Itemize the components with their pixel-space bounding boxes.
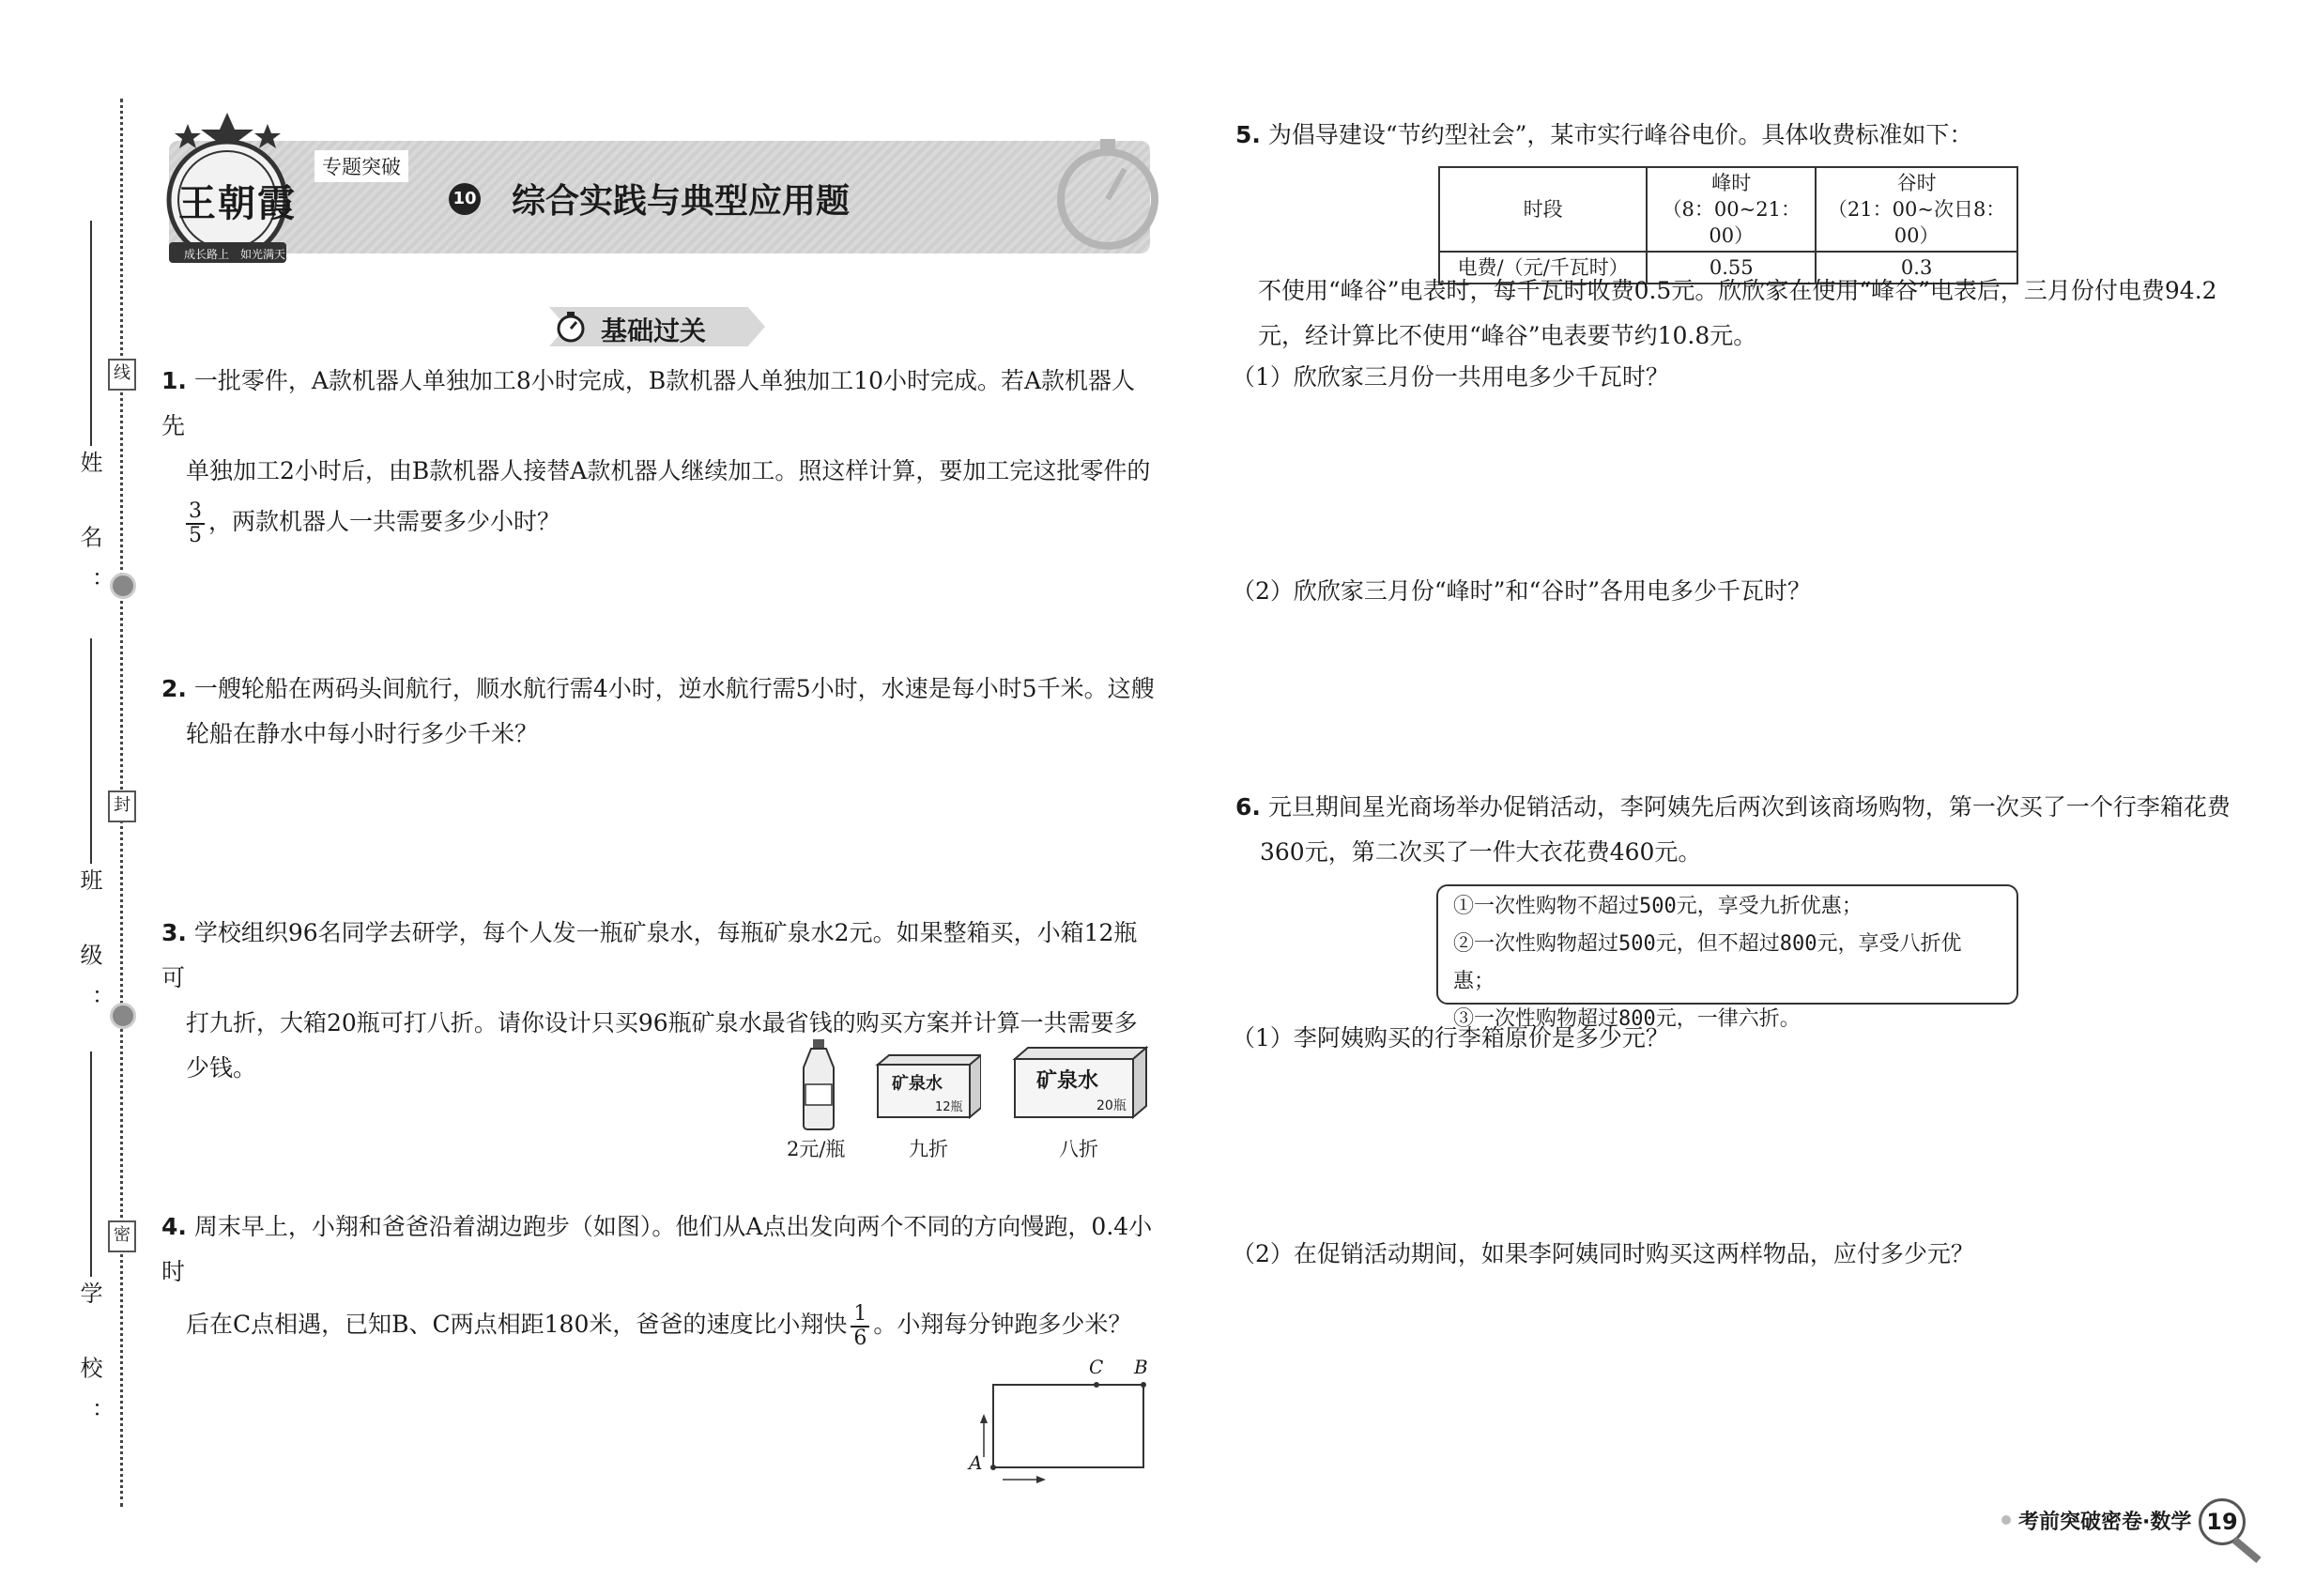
promo-rule: ②一次性购物超过500元，但不超过800元，享受八折优惠； [1453,932,1962,993]
binding-circle-mark [110,1003,136,1029]
question-number: 1. [161,367,187,394]
big-box-label: 矿泉水 [1036,1069,1099,1093]
point-b-label: B [1134,1356,1148,1378]
question-text: 少钱。 [186,1054,257,1082]
question-text: 一艘轮船在两码头间航行，顺水航行需4小时，逆水航行需5小时，水速是每小时5千米。这艘 [193,675,1155,702]
question-4 [161,1205,1157,1350]
name-blank-line [90,221,92,446]
point-a-label: A [969,1451,983,1474]
promo-rule: ③一次性购物超过800元，一律六折。 [1453,1007,1801,1031]
question-text: 元，经计算比不使用“峰谷”电表要节约10.8元。 [1258,322,1757,349]
small-box-count: 12瓶 [935,1100,963,1114]
question-text: 一批零件，A款机器人单独加工8小时完成，B款机器人单独加工10小时完成。若A款机器人先 [161,367,1136,439]
sub-question: （1）欣欣家三月份一共用电多少千瓦时？ [1232,363,1669,391]
section-title: 基础过关 [601,315,707,346]
small-box-caption: 九折 [909,1138,948,1160]
question-text: 不使用“峰谷”电表时，每千瓦时收费0.5元。欣欣家在使用“峰谷”电表后，三月份付电费94.2 [1258,277,2217,304]
question-number: 3. [161,919,187,946]
question-number: 5. [1235,121,1261,148]
class-blank-line [90,638,92,864]
question-text: 后在C点相遇，已知B、C两点相距180米，爸爸的速度比小翔快 [186,1311,848,1338]
question-text: 学校组织96名同学去研学，每个人发一瓶矿泉水，每瓶矿泉水2元。如果整箱买，小箱12瓶可 [161,919,1138,991]
question-text: 为倡导建设“节约型社会”，某市实行峰谷电价。具体收费标准如下： [1267,121,1973,148]
magnifier-handle [2231,1537,2261,1563]
brand-name: 王朝霞 [178,181,297,225]
sub-question: （1）李阿姨购买的行李箱原价是多少元？ [1232,1024,1669,1051]
big-box-icon [1010,1053,1142,1119]
school-label: 学 校： [76,1281,102,1447]
table-header-cell: 谷时 （21：00~次日8：00） [1816,167,2017,252]
fraction: $\frac{1}{6}$ [851,1303,869,1350]
table-header-row [1439,167,2017,252]
table-cell: 电费/（元/千瓦时） [1439,252,1647,284]
table-cell: 0.3 [1816,252,2017,284]
page-number: 19 [2206,1509,2238,1535]
question-text: 周末早上，小翔和爸爸沿着湖边跑步（如图）。他们从A点出发向两个不同的方向慢跑，0.4小时 [161,1213,1153,1285]
point-c-label: C [1089,1356,1104,1378]
question-2 [161,667,1157,757]
big-box-caption: 八折 [1059,1138,1098,1160]
table-header-cell: 峰时 （8：00~21：00） [1647,167,1816,252]
table-cell: 0.55 [1647,252,1816,284]
question-text: 轮船在静水中每小时行多少千米？ [186,720,539,747]
binding-box-secret: 密 [108,1220,136,1252]
question-6 [1235,785,2231,875]
chapter-number: 10 [452,189,477,208]
chapter-number-badge [449,183,481,215]
question-number: 2. [161,675,187,702]
series-label: 专题突破 [314,150,408,182]
footer-dot [2001,1515,2011,1525]
small-box-label: 矿泉水 [892,1074,943,1094]
question-text: 360元，第二次买了一件大衣花费460元。 [1260,838,1702,866]
bottle-caption: 2元/瓶 [787,1138,846,1160]
fraction: $\frac{3}{5}$ [186,500,205,547]
binding-box-line: 线 [108,359,136,391]
question-5 [1235,113,2231,158]
brand-slogan-right: 如光满天 [240,248,286,261]
question-1 [161,359,1157,547]
small-box-icon [873,1061,976,1119]
big-box-count: 20瓶 [1096,1098,1127,1113]
promotion-rules-box [1436,884,2018,1031]
footer-title: 考前突破密卷·数学 [2018,1511,2192,1534]
question-text: 打九折，大箱20瓶可打八折。请你设计只买96瓶矿泉水最省钱的购买方案并计算一共需要多 [186,1009,1138,1036]
chapter-title: 综合实践与典型应用题 [512,182,851,221]
school-blank-line [90,1051,92,1277]
stopwatch-icon [1050,131,1162,253]
tariff-table [1438,166,2018,284]
question-number: 4. [161,1213,187,1240]
lake-path-diagram [958,1352,1164,1493]
name-label: 姓 名： [76,451,102,616]
class-label: 班 级： [76,868,102,1034]
stopwatch-icon [554,310,588,344]
question-number: 6. [1235,793,1261,821]
binding-box-seal: 封 [108,790,136,822]
promo-rule: ①一次性购物不超过500元，享受九折优惠； [1453,895,1863,918]
water-bottle-icon [800,1037,837,1131]
question-text: ，两款机器人一共需要多少小时？ [208,508,561,535]
question-text: 。小翔每分钟跑多少米？ [873,1311,1132,1338]
question-5-text [1258,269,2253,359]
binding-circle-mark [110,573,136,599]
question-text: 单独加工2小时后，由B款机器人接替A款机器人继续加工。照这样计算，要加工完这批零件的 [186,457,1151,484]
sub-question: （2）在促销活动期间，如果李阿姨同时购买这两样物品，应付多少元？ [1232,1240,1974,1267]
sub-question: （2）欣欣家三月份“峰时”和“谷时”各用电多少千瓦时？ [1232,577,1812,605]
question-text: 元旦期间星光商场举办促销活动，李阿姨先后两次到该商场购物，第一次买了一个行李箱花费 [1267,793,2231,821]
table-header-cell: 时段 [1439,167,1647,252]
brand-slogan-left: 成长路上 [184,248,230,261]
